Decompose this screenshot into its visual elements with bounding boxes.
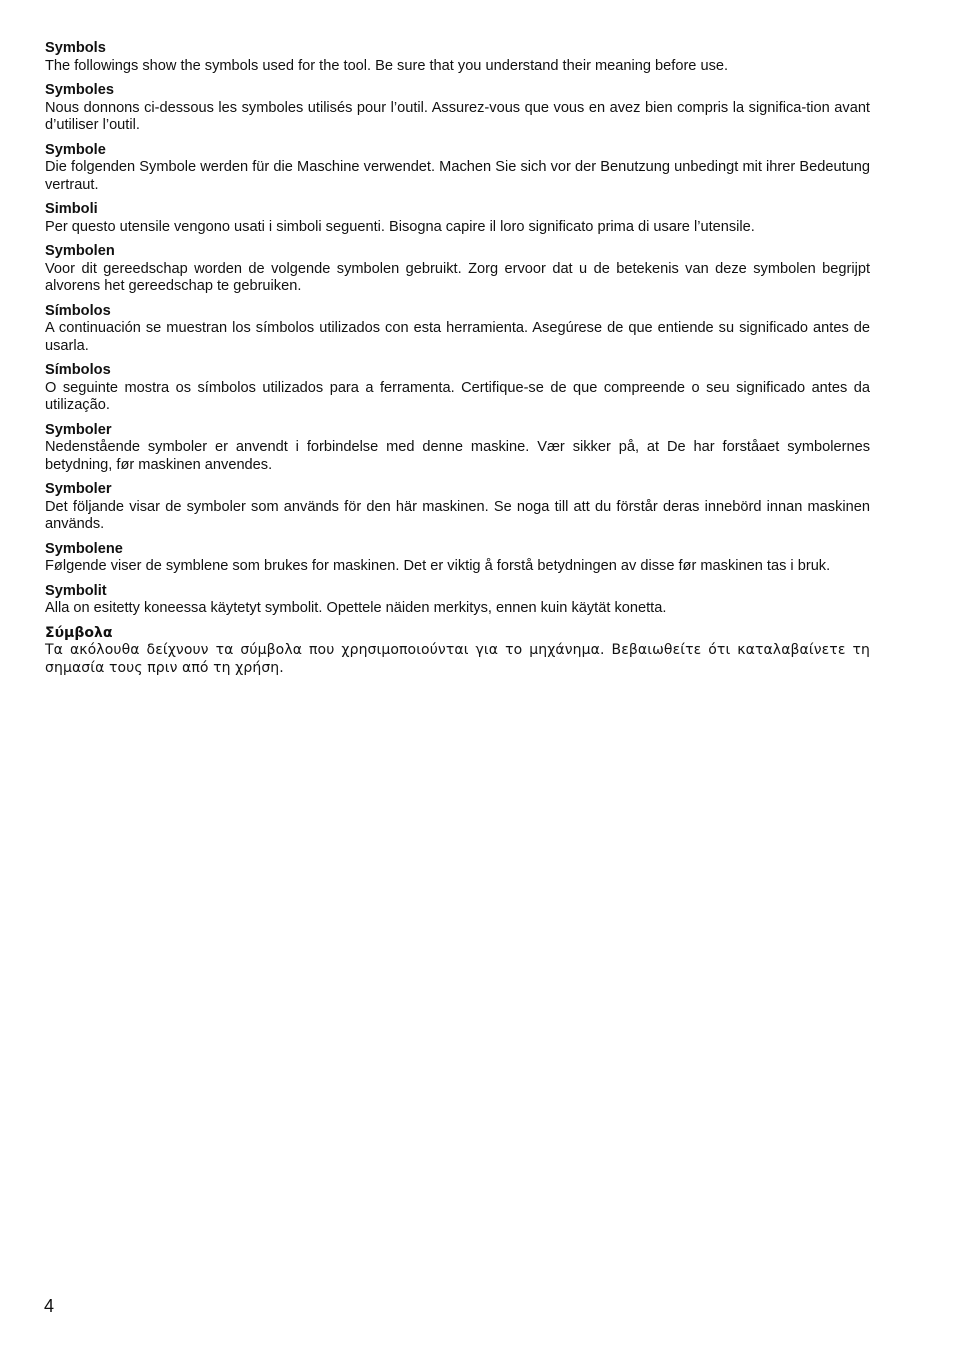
section-title: Σύμβολα	[45, 624, 113, 641]
section-french	[45, 82, 870, 135]
section-portuguese	[45, 362, 870, 415]
section-finnish	[45, 583, 870, 618]
section-german	[45, 142, 870, 195]
section-dutch	[45, 243, 870, 296]
section-title: Symbolen	[45, 243, 115, 259]
section-title: Symbolene	[45, 540, 123, 557]
section-body: Det följande visar de symboler som används för den här maskinen. Se noga till att du förstår deras innebörd innan maskinen används.	[45, 498, 870, 532]
section-body: The followings show the symbols used for the tool. Be sure that you understand their meaning before use.	[45, 57, 729, 74]
section-swedish	[45, 481, 870, 534]
section-body: Τα ακόλουθα δείχνουν τα σύμβολα που χρησιμοποιούνται για το μηχάνημα. Βεβαιωθείτε ότι καταλαβαίνετε τη σημασία τους πριν από τη χρήση.	[45, 642, 870, 676]
section-body: Die folgenden Symbole werden für die Maschine verwendet. Machen Sie sich vor der Benutzung unbedingt mit ihrer Bedeutung vertraut.	[45, 159, 870, 193]
section-body: O seguinte mostra os símbolos utilizados para a ferramenta. Certifique-se de que compreende o seu significado antes da utilização.	[45, 379, 870, 413]
section-norwegian	[45, 541, 870, 576]
document-page	[45, 40, 870, 684]
section-title: Symbolit	[45, 582, 107, 599]
section-title: Symbole	[45, 141, 106, 158]
section-body: Nedenstående symboler er anvendt i forbindelse med denne maskine. Vær sikker på, at De har forståaet symbolernes betydning, før maskinen anvendes.	[45, 439, 870, 473]
section-body: Per questo utensile vengono usati i simboli seguenti. Bisogna capire il loro significato prima di usare l’utensile.	[45, 218, 755, 235]
section-body: Nous donnons ci-dessous les symboles utilisés pour l’outil. Assurez-vous que vous en avez bien compris la significa-tion avant d’utiliser l’outil.	[45, 99, 870, 133]
section-greek	[45, 625, 870, 678]
section-title: Símbolos	[45, 302, 111, 319]
section-title: Simboli	[45, 201, 98, 217]
section-danish	[45, 422, 870, 475]
section-title: Símbolos	[45, 362, 111, 378]
section-title: Symbols	[45, 40, 106, 56]
section-body: A continuación se muestran los símbolos utilizados con esta herramienta. Asegúrese de que entiende su significado antes de usarla.	[45, 320, 870, 354]
section-italian	[45, 201, 870, 236]
section-title: Symboler	[45, 481, 112, 497]
section-title: Symboles	[45, 82, 114, 98]
section-english	[45, 40, 870, 75]
section-body: Følgende viser de symblene som brukes for maskinen. Det er viktig å forstå betydningen av disse før maskinen tas i bruk.	[45, 558, 831, 574]
section-body: Voor dit gereedschap worden de volgende symbolen gebruikt. Zorg ervoor dat u de betekenis van deze symbolen begrijpt alvorens het gereedschap te gebruiken.	[45, 260, 870, 294]
section-spanish	[45, 303, 870, 356]
section-title: Symboler	[45, 421, 112, 438]
page-number: 4	[44, 1296, 55, 1316]
section-body: Alla on esitetty koneessa käytetyt symbolit. Opettele näiden merkitys, ennen kuin käytät konetta.	[45, 600, 667, 616]
